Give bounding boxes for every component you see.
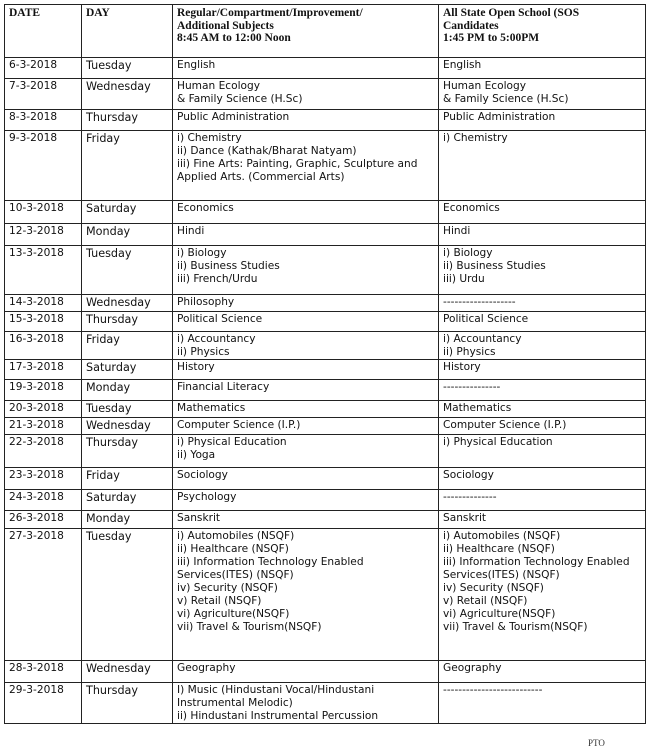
exam-date-cell: 26-3-2018 [5, 511, 82, 529]
schedule-row [5, 490, 646, 511]
exam-date-cell: 22-3-2018 [5, 435, 82, 468]
subject-line: Political Science [443, 313, 529, 325]
subject-line: ii) Business Studies [443, 260, 546, 272]
schedule-row [5, 79, 646, 110]
regular-subjects-cell [173, 683, 439, 724]
exam-date-sheet-table [4, 4, 646, 724]
subject-line: Mathematics [177, 402, 246, 414]
subject-line: i) Automobiles (NSQF) [177, 530, 295, 542]
schedule-row [5, 312, 646, 332]
subject-line: i) Biology [443, 247, 493, 259]
exam-day-cell: Saturday [82, 360, 173, 380]
exam-date-cell: 7-3-2018 [5, 79, 82, 110]
subject-line: i) Chemistry [177, 132, 242, 144]
subject-line: Geography [443, 662, 502, 674]
subject-line: iii) French/Urdu [177, 273, 258, 285]
exam-day-cell: Friday [82, 131, 173, 201]
subject-line: ii) Yoga [177, 449, 216, 461]
subject-line: vii) Travel & Tourism(NSQF) [443, 621, 588, 633]
exam-date-cell: 14-3-2018 [5, 295, 82, 312]
regular-subjects-cell [173, 201, 439, 224]
subject-line: -------------------------- [443, 684, 543, 696]
schedule-row [5, 401, 646, 418]
regular-subjects-cell [173, 418, 439, 435]
sos-subjects-cell [439, 295, 646, 312]
subject-line: vii) Travel & Tourism(NSQF) [177, 621, 322, 633]
regular-subjects-cell [173, 58, 439, 79]
sos-subjects-cell [439, 401, 646, 418]
exam-date-cell: 13-3-2018 [5, 246, 82, 295]
sos-subjects-cell [439, 468, 646, 490]
subject-line: --------------- [443, 381, 501, 393]
day-column-header: DAY [82, 5, 173, 58]
header-line: All State Open School (SOS [443, 7, 580, 19]
subject-line: English [177, 59, 216, 71]
regular-subjects-cell [173, 529, 439, 661]
header-line: 1:45 PM to 5:00PM [443, 32, 540, 44]
exam-day-cell: Saturday [82, 490, 173, 511]
schedule-row [5, 380, 646, 401]
exam-date-cell: 9-3-2018 [5, 131, 82, 201]
subject-line: English [443, 59, 482, 71]
subject-line: Economics [443, 202, 500, 214]
subject-line: v) Retail (NSQF) [443, 595, 528, 607]
exam-day-cell: Tuesday [82, 246, 173, 295]
schedule-row [5, 295, 646, 312]
exam-date-cell: 8-3-2018 [5, 110, 82, 131]
subject-line: i) Physical Education [177, 436, 287, 448]
regular-subjects-cell [173, 332, 439, 360]
subject-line: Philosophy [177, 296, 235, 308]
subject-line: Geography [177, 662, 236, 674]
subject-line: & Family Science (H.Sc) [443, 93, 569, 105]
exam-day-cell: Thursday [82, 110, 173, 131]
subject-line: i) Biology [177, 247, 227, 259]
sos-subjects-cell [439, 201, 646, 224]
subject-line: vi) Agriculture(NSQF) [177, 608, 290, 620]
subject-line: Psychology [177, 491, 237, 503]
exam-day-cell: Thursday [82, 435, 173, 468]
subject-line: Sanskrit [177, 512, 221, 524]
exam-day-cell: Tuesday [82, 401, 173, 418]
regular-subjects-cell [173, 224, 439, 246]
regular-subjects-column-header [173, 5, 439, 58]
subject-line: Political Science [177, 313, 263, 325]
sos-subjects-cell [439, 418, 646, 435]
sos-subjects-cell [439, 360, 646, 380]
exam-day-cell: Thursday [82, 312, 173, 332]
exam-day-cell: Tuesday [82, 529, 173, 661]
schedule-row [5, 131, 646, 201]
header-line: Additional Subjects [177, 19, 274, 32]
subject-line: iii) Information Technology Enabled Services(ITES) (NSQF) [177, 556, 364, 581]
exam-day-cell: Monday [82, 380, 173, 401]
header-row [5, 5, 646, 58]
subject-line: v) Retail (NSQF) [177, 595, 262, 607]
subject-line: ii) Healthcare (NSQF) [177, 543, 289, 555]
subject-line: ii) Dance (Kathak/Bharat Natyam) [177, 145, 357, 157]
subject-line: History [177, 361, 215, 373]
exam-date-cell: 24-3-2018 [5, 490, 82, 511]
exam-date-cell: 17-3-2018 [5, 360, 82, 380]
regular-subjects-cell [173, 79, 439, 110]
sos-subjects-cell [439, 511, 646, 529]
subject-line: ii) Healthcare (NSQF) [443, 543, 555, 555]
exam-date-cell: 12-3-2018 [5, 224, 82, 246]
sos-subjects-cell [439, 490, 646, 511]
regular-subjects-cell [173, 511, 439, 529]
sos-subjects-cell [439, 79, 646, 110]
regular-subjects-cell [173, 380, 439, 401]
subject-line: iii) Fine Arts: Painting, Graphic, Sculpture and Applied Arts. (Commercial Arts) [177, 158, 418, 183]
subject-line: iv) Security (NSQF) [177, 582, 278, 594]
sos-subjects-cell [439, 332, 646, 360]
schedule-row [5, 511, 646, 529]
subject-line: ii) Hindustani Instrumental Percussion [177, 710, 379, 722]
subject-line: Sociology [177, 469, 228, 481]
subject-line: vi) Agriculture(NSQF) [443, 608, 556, 620]
header-line: 8:45 AM to 12:00 Noon [177, 32, 291, 44]
subject-line: iv) Security (NSQF) [443, 582, 544, 594]
subject-line: Computer Science (I.P.) [177, 419, 301, 431]
exam-date-cell: 10-3-2018 [5, 201, 82, 224]
schedule-row [5, 661, 646, 683]
subject-line: i) Accountancy [443, 333, 522, 345]
regular-subjects-cell [173, 490, 439, 511]
subject-line: Financial Literacy [177, 381, 270, 393]
exam-day-cell: Monday [82, 224, 173, 246]
exam-date-cell: 16-3-2018 [5, 332, 82, 360]
exam-date-cell: 27-3-2018 [5, 529, 82, 661]
subject-line: ii) Business Studies [177, 260, 280, 272]
sos-candidates-column-header [439, 5, 646, 58]
schedule-row [5, 683, 646, 724]
subject-line: Computer Science (I.P.) [443, 419, 567, 431]
exam-day-cell: Friday [82, 468, 173, 490]
exam-date-cell: 19-3-2018 [5, 380, 82, 401]
subject-line: i) Chemistry [443, 132, 508, 144]
schedule-row [5, 58, 646, 79]
schedule-row [5, 468, 646, 490]
page-turn-note: PTO [588, 738, 605, 748]
sos-subjects-cell [439, 58, 646, 79]
sos-subjects-cell [439, 661, 646, 683]
sos-subjects-cell [439, 131, 646, 201]
subject-line: Public Administration [177, 111, 290, 123]
subject-line: Sanskrit [443, 512, 487, 524]
regular-subjects-cell [173, 295, 439, 312]
schedule-body [5, 58, 646, 724]
subject-line: Public Administration [443, 111, 556, 123]
exam-day-cell: Saturday [82, 201, 173, 224]
subject-line: ii) Physics [177, 346, 230, 358]
subject-line: Economics [177, 202, 234, 214]
subject-line: & Family Science (H.Sc) [177, 93, 303, 105]
regular-subjects-cell [173, 131, 439, 201]
exam-day-cell: Tuesday [82, 58, 173, 79]
sos-subjects-cell [439, 435, 646, 468]
schedule-row [5, 360, 646, 380]
subject-line: i) Automobiles (NSQF) [443, 530, 561, 542]
subject-line: i) Accountancy [177, 333, 256, 345]
regular-subjects-cell [173, 468, 439, 490]
sos-subjects-cell [439, 110, 646, 131]
exam-date-cell: 21-3-2018 [5, 418, 82, 435]
regular-subjects-cell [173, 435, 439, 468]
sos-subjects-cell [439, 683, 646, 724]
exam-day-cell: Wednesday [82, 661, 173, 683]
exam-day-cell: Thursday [82, 683, 173, 724]
sos-subjects-cell [439, 529, 646, 661]
subject-line: History [443, 361, 481, 373]
schedule-row [5, 110, 646, 131]
schedule-row [5, 246, 646, 295]
exam-date-cell: 15-3-2018 [5, 312, 82, 332]
schedule-row [5, 418, 646, 435]
date-column-header: DATE [5, 5, 82, 58]
regular-subjects-cell [173, 312, 439, 332]
regular-subjects-cell [173, 246, 439, 295]
header-line: Candidates [443, 19, 499, 32]
subject-line: ------------------- [443, 296, 516, 308]
regular-subjects-cell [173, 110, 439, 131]
subject-line: iii) Information Technology Enabled Services(ITES) (NSQF) [443, 556, 630, 581]
regular-subjects-cell [173, 661, 439, 683]
subject-line: ii) Physics [443, 346, 496, 358]
subject-line: -------------- [443, 491, 497, 503]
schedule-row [5, 435, 646, 468]
exam-day-cell: Monday [82, 511, 173, 529]
sos-subjects-cell [439, 380, 646, 401]
header-line: Regular/Compartment/Improvement/ [177, 7, 363, 19]
exam-day-cell: Wednesday [82, 418, 173, 435]
sos-subjects-cell [439, 312, 646, 332]
exam-day-cell: Wednesday [82, 295, 173, 312]
regular-subjects-cell [173, 401, 439, 418]
exam-day-cell: Wednesday [82, 79, 173, 110]
exam-date-cell: 23-3-2018 [5, 468, 82, 490]
exam-date-cell: 20-3-2018 [5, 401, 82, 418]
subject-line: i) Physical Education [443, 436, 553, 448]
exam-day-cell: Friday [82, 332, 173, 360]
schedule-row [5, 332, 646, 360]
subject-line: Hindi [443, 225, 471, 237]
schedule-row [5, 201, 646, 224]
exam-date-cell: 6-3-2018 [5, 58, 82, 79]
subject-line: Human Ecology [443, 80, 526, 92]
subject-line: Mathematics [443, 402, 512, 414]
regular-subjects-cell [173, 360, 439, 380]
exam-date-cell: 29-3-2018 [5, 683, 82, 724]
sos-subjects-cell [439, 224, 646, 246]
schedule-row [5, 529, 646, 661]
subject-line: Hindi [177, 225, 205, 237]
schedule-row [5, 224, 646, 246]
sos-subjects-cell [439, 246, 646, 295]
subject-line: Sociology [443, 469, 494, 481]
subject-line: iii) Urdu [443, 273, 485, 285]
subject-line: I) Music (Hindustani Vocal/Hindustani Instrumental Melodic) [177, 684, 375, 709]
exam-date-cell: 28-3-2018 [5, 661, 82, 683]
subject-line: Human Ecology [177, 80, 260, 92]
